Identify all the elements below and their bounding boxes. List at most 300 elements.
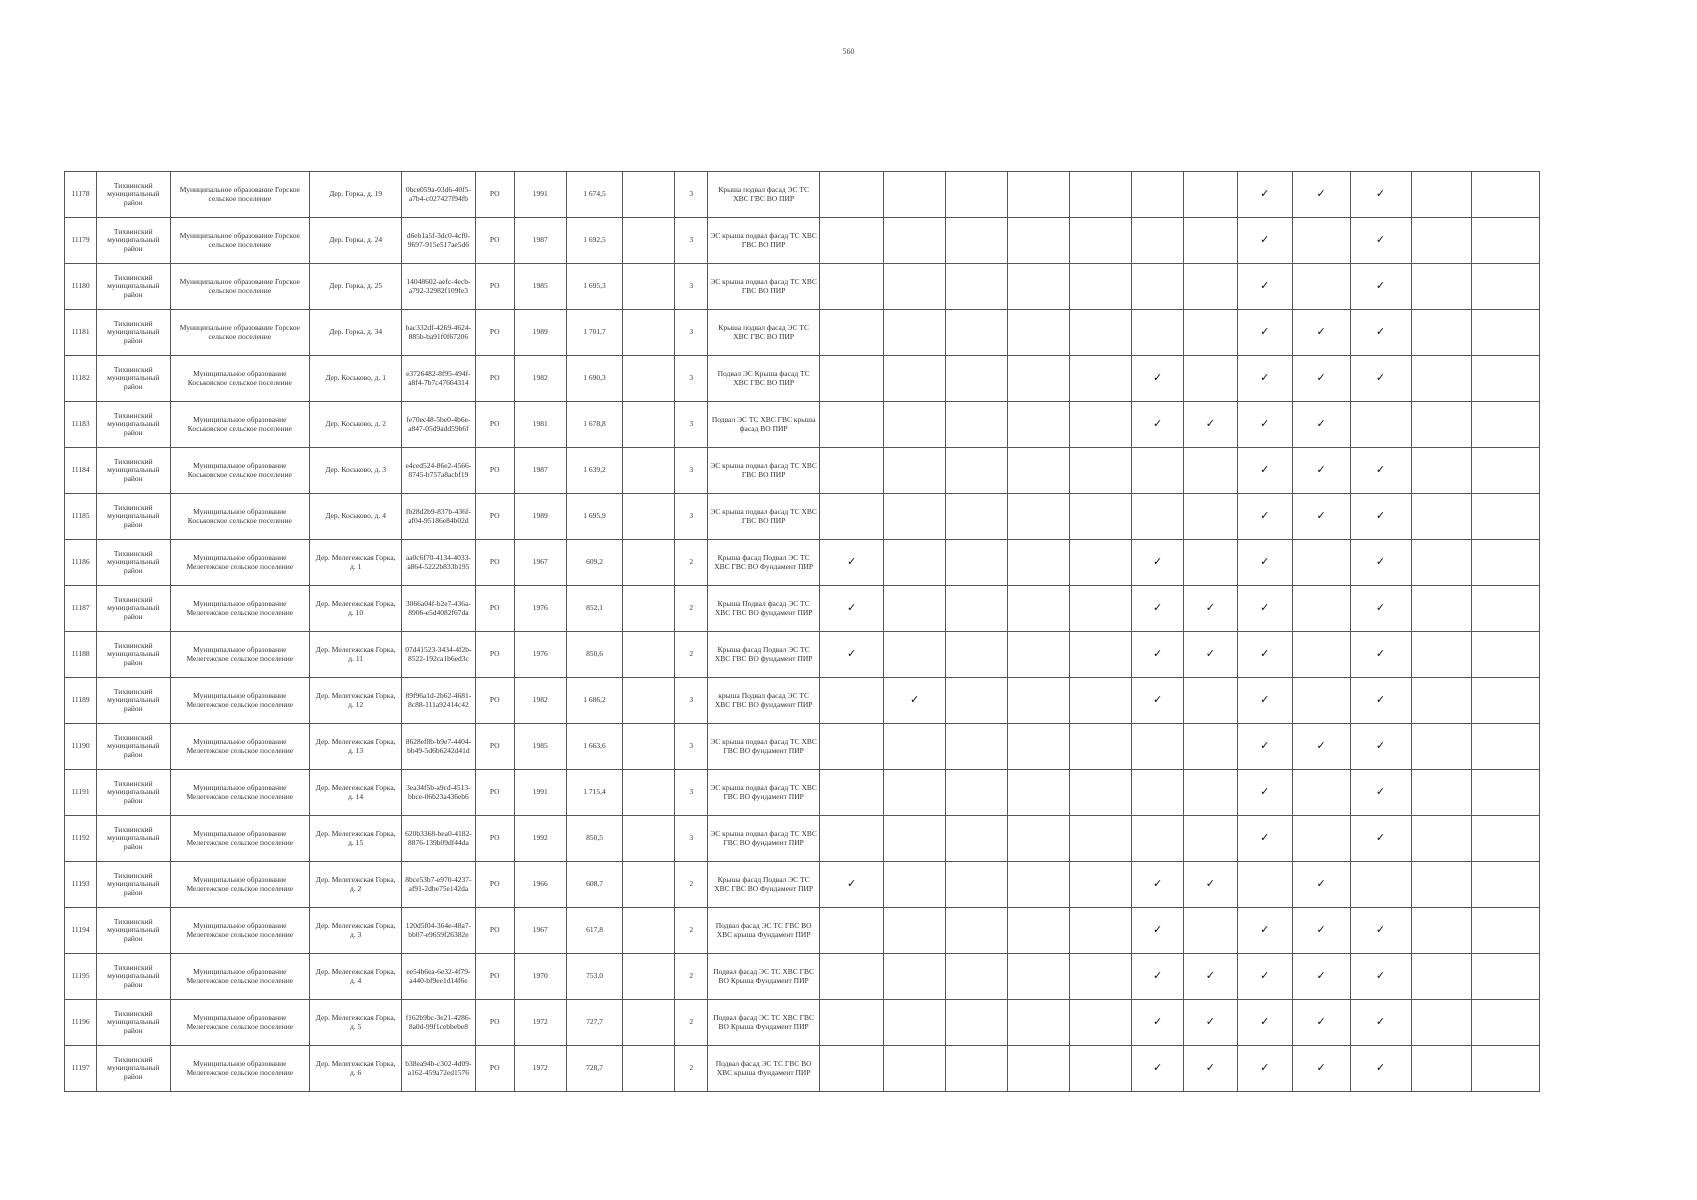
checkmark-cell bbox=[1008, 632, 1070, 678]
address-cell: Дер. Мелегежская Горка, д. 13 bbox=[310, 724, 402, 770]
floors-cell: 2 bbox=[675, 1046, 708, 1092]
checkmark-cell bbox=[1411, 632, 1471, 678]
checkmark-cell: ✓ bbox=[1350, 310, 1411, 356]
row-number: 11194 bbox=[65, 908, 97, 954]
checkmark-cell bbox=[1184, 770, 1238, 816]
table-row bbox=[65, 632, 1540, 678]
checkmark-cell bbox=[1008, 770, 1070, 816]
checkmark-cell: ✓ bbox=[1292, 448, 1350, 494]
checkmark-cell bbox=[884, 862, 946, 908]
checkmark-cell bbox=[1184, 816, 1238, 862]
checkmark-cell bbox=[1471, 494, 1539, 540]
guid-cell: 07d41523-3434-4f2b-8522-192ca1b6ed3c bbox=[402, 632, 475, 678]
checkmark-cell bbox=[1411, 218, 1471, 264]
municipality-cell: Муниципальное образование Мелегежское сельское поселение bbox=[170, 724, 310, 770]
table-row bbox=[65, 264, 1540, 310]
checkmark-cell: ✓ bbox=[1237, 1000, 1292, 1046]
checkmark-cell bbox=[1008, 218, 1070, 264]
year-built-cell: 1967 bbox=[514, 908, 566, 954]
checkmark-cell: ✓ bbox=[1350, 356, 1411, 402]
works-list-cell: ЭС крыша подвал фасад ТС ХВС ГВС ВО фундамент ПИР bbox=[708, 770, 820, 816]
checkmark-cell bbox=[1184, 908, 1238, 954]
checkmark-cell bbox=[884, 954, 946, 1000]
row-number: 11193 bbox=[65, 862, 97, 908]
floors-cell: 2 bbox=[675, 862, 708, 908]
address-cell: Дер. Горка, д. 19 bbox=[310, 172, 402, 218]
floors-cell: 3 bbox=[675, 356, 708, 402]
checkmark-cell: ✓ bbox=[1237, 908, 1292, 954]
checkmark-cell bbox=[1132, 172, 1184, 218]
address-cell: Дер. Мелегежская Горка, д. 11 bbox=[310, 632, 402, 678]
checkmark-cell: ✓ bbox=[1237, 632, 1292, 678]
empty-cell bbox=[623, 908, 675, 954]
checkmark-cell bbox=[946, 448, 1008, 494]
checkmark-cell bbox=[819, 494, 883, 540]
empty-cell bbox=[623, 402, 675, 448]
checkmark-cell bbox=[946, 1000, 1008, 1046]
checkmark-cell bbox=[946, 678, 1008, 724]
year-built-cell: 1991 bbox=[514, 770, 566, 816]
checkmark-cell: ✓ bbox=[1184, 586, 1238, 632]
fund-type-cell: РО bbox=[475, 1000, 514, 1046]
checkmark-cell: ✓ bbox=[1184, 862, 1238, 908]
floors-cell: 2 bbox=[675, 908, 708, 954]
checkmark-cell bbox=[1471, 724, 1539, 770]
year-built-cell: 1989 bbox=[514, 494, 566, 540]
floors-cell: 3 bbox=[675, 494, 708, 540]
page-number: 560 bbox=[842, 47, 855, 56]
works-list-cell: Крыша подвал фасад ЭС ТС ХВС ГВС ВО ПИР bbox=[708, 172, 820, 218]
checkmark-cell bbox=[819, 954, 883, 1000]
checkmark-cell bbox=[1070, 310, 1132, 356]
works-list-cell: ЭС крыша подвал фасад ТС ХВС ГВС ВО ПИР bbox=[708, 264, 820, 310]
checkmark-cell: ✓ bbox=[1350, 632, 1411, 678]
year-built-cell: 1987 bbox=[514, 448, 566, 494]
checkmark-cell bbox=[946, 586, 1008, 632]
checkmark-cell: ✓ bbox=[1237, 356, 1292, 402]
checkmark-cell bbox=[1008, 724, 1070, 770]
checkmark-cell bbox=[1292, 770, 1350, 816]
address-cell: Дер. Коськово, д. 4 bbox=[310, 494, 402, 540]
empty-cell bbox=[623, 310, 675, 356]
district-cell: Тихвинский муниципальный район bbox=[97, 264, 170, 310]
checkmark-cell: ✓ bbox=[1350, 816, 1411, 862]
address-cell: Дер. Мелегежская Горка, д. 15 bbox=[310, 816, 402, 862]
checkmark-cell bbox=[1292, 218, 1350, 264]
checkmark-cell: ✓ bbox=[1184, 1000, 1238, 1046]
checkmark-cell bbox=[884, 218, 946, 264]
works-list-cell: ЭС крыша подвал фасад ТС ХВС ГВС ВО ПИР bbox=[708, 448, 820, 494]
table-row bbox=[65, 724, 1540, 770]
checkmark-cell: ✓ bbox=[1237, 678, 1292, 724]
guid-cell: e3726482-8f95-494f-a8f4-7b7c47664314 bbox=[402, 356, 475, 402]
checkmark-cell bbox=[1411, 356, 1471, 402]
floors-cell: 3 bbox=[675, 448, 708, 494]
table-row bbox=[65, 172, 1540, 218]
municipality-cell: Муниципальное образование Мелегежское сельское поселение bbox=[170, 1046, 310, 1092]
checkmark-cell bbox=[946, 724, 1008, 770]
checkmark-cell bbox=[1411, 310, 1471, 356]
address-cell: Дер. Мелегежская Горка, д. 2 bbox=[310, 862, 402, 908]
address-cell: Дер. Горка, д. 25 bbox=[310, 264, 402, 310]
checkmark-cell: ✓ bbox=[1292, 356, 1350, 402]
floors-cell: 3 bbox=[675, 816, 708, 862]
checkmark-cell bbox=[1132, 218, 1184, 264]
fund-type-cell: РО bbox=[475, 264, 514, 310]
checkmark-cell bbox=[1350, 402, 1411, 448]
checkmark-cell bbox=[1184, 218, 1238, 264]
works-list-cell: крыша Подвал фасад ЭС ТС ХВС ГВС ВО фундамент ПИР bbox=[708, 678, 820, 724]
checkmark-cell bbox=[1132, 816, 1184, 862]
fund-type-cell: РО bbox=[475, 310, 514, 356]
district-cell: Тихвинский муниципальный район bbox=[97, 632, 170, 678]
checkmark-cell: ✓ bbox=[1292, 908, 1350, 954]
municipality-cell: Муниципальное образование Мелегежское сельское поселение bbox=[170, 954, 310, 1000]
checkmark-cell bbox=[1008, 862, 1070, 908]
table-row bbox=[65, 356, 1540, 402]
checkmark-cell bbox=[1411, 954, 1471, 1000]
checkmark-cell: ✓ bbox=[1292, 172, 1350, 218]
checkmark-cell bbox=[819, 172, 883, 218]
checkmark-cell bbox=[1411, 678, 1471, 724]
fund-type-cell: РО bbox=[475, 540, 514, 586]
works-list-cell: ЭС крыша подвал фасад ТС ХВС ГВС ВО фундамент ПИР bbox=[708, 724, 820, 770]
checkmark-cell bbox=[1070, 218, 1132, 264]
checkmark-cell bbox=[884, 448, 946, 494]
checkmark-cell bbox=[946, 402, 1008, 448]
area-cell: 728,7 bbox=[566, 1046, 623, 1092]
district-cell: Тихвинский муниципальный район bbox=[97, 724, 170, 770]
row-number: 11188 bbox=[65, 632, 97, 678]
checkmark-cell bbox=[819, 402, 883, 448]
table-row bbox=[65, 494, 1540, 540]
year-built-cell: 1987 bbox=[514, 218, 566, 264]
municipality-cell: Муниципальное образование Коськовское сельское поселение bbox=[170, 494, 310, 540]
works-list-cell: Крыша фасад Подвал ЭС ТС ХВС ГВС ВО Фундамент ПИР bbox=[708, 862, 820, 908]
checkmark-cell bbox=[884, 816, 946, 862]
works-list-cell: ЭС крыша подвал фасад ТС ХВС ГВС ВО ПИР bbox=[708, 494, 820, 540]
checkmark-cell: ✓ bbox=[819, 862, 883, 908]
checkmark-cell bbox=[1070, 586, 1132, 632]
checkmark-cell: ✓ bbox=[1350, 770, 1411, 816]
row-number: 11180 bbox=[65, 264, 97, 310]
year-built-cell: 1976 bbox=[514, 632, 566, 678]
checkmark-cell bbox=[1471, 954, 1539, 1000]
year-built-cell: 1982 bbox=[514, 678, 566, 724]
checkmark-cell bbox=[1471, 770, 1539, 816]
area-cell: 852,1 bbox=[566, 586, 623, 632]
empty-cell bbox=[623, 632, 675, 678]
floors-cell: 3 bbox=[675, 172, 708, 218]
area-cell: 1 690,3 bbox=[566, 356, 623, 402]
fund-type-cell: РО bbox=[475, 356, 514, 402]
checkmark-cell bbox=[946, 172, 1008, 218]
checkmark-cell bbox=[946, 310, 1008, 356]
empty-cell bbox=[623, 494, 675, 540]
empty-cell bbox=[623, 264, 675, 310]
checkmark-cell bbox=[1411, 172, 1471, 218]
empty-cell bbox=[623, 816, 675, 862]
table-row bbox=[65, 1000, 1540, 1046]
checkmark-cell: ✓ bbox=[1350, 1046, 1411, 1092]
checkmark-cell bbox=[1471, 862, 1539, 908]
area-cell: 850,6 bbox=[566, 632, 623, 678]
checkmark-cell bbox=[1070, 172, 1132, 218]
district-cell: Тихвинский муниципальный район bbox=[97, 1046, 170, 1092]
district-cell: Тихвинский муниципальный район bbox=[97, 770, 170, 816]
address-cell: Дер. Коськово, д. 3 bbox=[310, 448, 402, 494]
area-cell: 1 715,4 bbox=[566, 770, 623, 816]
checkmark-cell bbox=[1411, 908, 1471, 954]
row-number: 11192 bbox=[65, 816, 97, 862]
works-list-cell: Крыша Подвал фасад ЭС ТС ХВС ГВС ВО фундамент ПИР bbox=[708, 586, 820, 632]
checkmark-cell: ✓ bbox=[1292, 862, 1350, 908]
works-list-cell: Подвал ЭС Крыша фасад ТС ХВС ГВС ВО ПИР bbox=[708, 356, 820, 402]
checkmark-cell bbox=[1008, 1000, 1070, 1046]
checkmark-cell bbox=[1471, 678, 1539, 724]
checkmark-cell bbox=[1471, 218, 1539, 264]
checkmark-cell bbox=[819, 448, 883, 494]
address-cell: Дер. Мелегежская Горка, д. 12 bbox=[310, 678, 402, 724]
municipality-cell: Муниципальное образование Горское сельское поселение bbox=[170, 172, 310, 218]
fund-type-cell: РО bbox=[475, 218, 514, 264]
checkmark-cell: ✓ bbox=[1237, 1046, 1292, 1092]
checkmark-cell: ✓ bbox=[1132, 356, 1184, 402]
area-cell: 1 692,5 bbox=[566, 218, 623, 264]
checkmark-cell bbox=[1132, 310, 1184, 356]
checkmark-cell: ✓ bbox=[1292, 724, 1350, 770]
checkmark-cell: ✓ bbox=[1132, 862, 1184, 908]
year-built-cell: 1982 bbox=[514, 356, 566, 402]
floors-cell: 2 bbox=[675, 954, 708, 1000]
checkmark-cell bbox=[1070, 724, 1132, 770]
checkmark-cell bbox=[1237, 862, 1292, 908]
checkmark-cell bbox=[1471, 172, 1539, 218]
checkmark-cell bbox=[1411, 494, 1471, 540]
address-cell: Дер. Мелегежская Горка, д. 4 bbox=[310, 954, 402, 1000]
empty-cell bbox=[623, 678, 675, 724]
fund-type-cell: РО bbox=[475, 954, 514, 1000]
guid-cell: 8bce53b7-e970-4237-af91-2dbe75e142da bbox=[402, 862, 475, 908]
table-row bbox=[65, 954, 1540, 1000]
checkmark-cell bbox=[819, 1000, 883, 1046]
checkmark-cell bbox=[819, 1046, 883, 1092]
address-cell: Дер. Мелегежская Горка, д. 14 bbox=[310, 770, 402, 816]
area-cell: 1 695,3 bbox=[566, 264, 623, 310]
row-number: 11190 bbox=[65, 724, 97, 770]
row-number: 11195 bbox=[65, 954, 97, 1000]
checkmark-cell bbox=[1184, 540, 1238, 586]
checkmark-cell bbox=[1008, 586, 1070, 632]
checkmark-cell bbox=[1292, 816, 1350, 862]
row-number: 11182 bbox=[65, 356, 97, 402]
checkmark-cell bbox=[1471, 1046, 1539, 1092]
floors-cell: 2 bbox=[675, 1000, 708, 1046]
checkmark-cell bbox=[1070, 540, 1132, 586]
checkmark-cell: ✓ bbox=[1350, 540, 1411, 586]
checkmark-cell bbox=[1184, 494, 1238, 540]
year-built-cell: 1989 bbox=[514, 310, 566, 356]
checkmark-cell bbox=[1411, 1046, 1471, 1092]
district-cell: Тихвинский муниципальный район bbox=[97, 1000, 170, 1046]
guid-cell: bac332df-4269-4624-885b-ba91f0f67206 bbox=[402, 310, 475, 356]
checkmark-cell bbox=[1008, 540, 1070, 586]
table-row bbox=[65, 862, 1540, 908]
table-row bbox=[65, 770, 1540, 816]
checkmark-cell bbox=[1184, 310, 1238, 356]
checkmark-cell bbox=[1184, 678, 1238, 724]
checkmark-cell bbox=[1070, 908, 1132, 954]
guid-cell: f162b9bc-3e21-4286-8a0d-99f1cebbebe8 bbox=[402, 1000, 475, 1046]
area-cell: 850,5 bbox=[566, 816, 623, 862]
checkmark-cell bbox=[819, 770, 883, 816]
row-number: 11185 bbox=[65, 494, 97, 540]
empty-cell bbox=[623, 1046, 675, 1092]
empty-cell bbox=[623, 770, 675, 816]
checkmark-cell: ✓ bbox=[1237, 172, 1292, 218]
fund-type-cell: РО bbox=[475, 402, 514, 448]
row-number: 11191 bbox=[65, 770, 97, 816]
checkmark-cell bbox=[946, 632, 1008, 678]
municipality-cell: Муниципальное образование Коськовское сельское поселение bbox=[170, 402, 310, 448]
address-cell: Дер. Горка, д. 34 bbox=[310, 310, 402, 356]
district-cell: Тихвинский муниципальный район bbox=[97, 540, 170, 586]
checkmark-cell: ✓ bbox=[1237, 448, 1292, 494]
floors-cell: 3 bbox=[675, 678, 708, 724]
municipality-cell: Муниципальное образование Мелегежское сельское поселение bbox=[170, 816, 310, 862]
checkmark-cell bbox=[1070, 632, 1132, 678]
table-row bbox=[65, 678, 1540, 724]
checkmark-cell bbox=[1292, 264, 1350, 310]
checkmark-cell bbox=[1070, 402, 1132, 448]
district-cell: Тихвинский муниципальный район bbox=[97, 816, 170, 862]
works-list-cell: Крыша фасад Подвал ЭС ТС ХВС ГВС ВО Фундамент ПИР bbox=[708, 540, 820, 586]
fund-type-cell: РО bbox=[475, 770, 514, 816]
checkmark-cell bbox=[946, 218, 1008, 264]
row-number: 11178 bbox=[65, 172, 97, 218]
checkmark-cell bbox=[1070, 816, 1132, 862]
checkmark-cell bbox=[1008, 172, 1070, 218]
checkmark-cell bbox=[1471, 816, 1539, 862]
year-built-cell: 1966 bbox=[514, 862, 566, 908]
checkmark-cell: ✓ bbox=[1350, 954, 1411, 1000]
checkmark-cell bbox=[884, 540, 946, 586]
guid-cell: 620b3368-bea0-4182-8876-139b09df44da bbox=[402, 816, 475, 862]
address-cell: Дер. Горка, д. 24 bbox=[310, 218, 402, 264]
checkmark-cell bbox=[1184, 264, 1238, 310]
area-cell: 617,8 bbox=[566, 908, 623, 954]
checkmark-cell: ✓ bbox=[1132, 586, 1184, 632]
checkmark-cell: ✓ bbox=[1350, 586, 1411, 632]
checkmark-cell bbox=[1411, 264, 1471, 310]
checkmark-cell bbox=[884, 770, 946, 816]
table-row bbox=[65, 816, 1540, 862]
district-cell: Тихвинский муниципальный район bbox=[97, 172, 170, 218]
district-cell: Тихвинский муниципальный район bbox=[97, 862, 170, 908]
empty-cell bbox=[623, 724, 675, 770]
year-built-cell: 1972 bbox=[514, 1000, 566, 1046]
empty-cell bbox=[623, 954, 675, 1000]
checkmark-cell: ✓ bbox=[1350, 908, 1411, 954]
floors-cell: 2 bbox=[675, 632, 708, 678]
fund-type-cell: РО bbox=[475, 908, 514, 954]
checkmark-cell bbox=[1411, 724, 1471, 770]
address-cell: Дер. Мелегежская Горка, д. 1 bbox=[310, 540, 402, 586]
table-row bbox=[65, 448, 1540, 494]
checkmark-cell bbox=[1184, 172, 1238, 218]
empty-cell bbox=[623, 448, 675, 494]
checkmark-cell bbox=[1184, 448, 1238, 494]
guid-cell: 3066a04f-b2e7-436a-8906-e5d4082f67da bbox=[402, 586, 475, 632]
checkmark-cell bbox=[1132, 494, 1184, 540]
checkmark-cell bbox=[1008, 356, 1070, 402]
checkmark-cell: ✓ bbox=[1292, 310, 1350, 356]
checkmark-cell bbox=[1008, 310, 1070, 356]
checkmark-cell: ✓ bbox=[819, 540, 883, 586]
checkmark-cell bbox=[1132, 724, 1184, 770]
works-list-cell: Подвал фасад ЭС ТС ХВС ГВС ВО Крыша Фундамент ПИР bbox=[708, 954, 820, 1000]
guid-cell: e4ced524-86e2-4566-8745-b757a8acbf19 bbox=[402, 448, 475, 494]
checkmark-cell bbox=[1471, 632, 1539, 678]
checkmark-cell bbox=[819, 724, 883, 770]
checkmark-cell bbox=[884, 1000, 946, 1046]
year-built-cell: 1991 bbox=[514, 172, 566, 218]
works-list-cell: Подвал фасад ЭС ТС ГВС ВО ХВС крыша Фундамент ПИР bbox=[708, 1046, 820, 1092]
checkmark-cell: ✓ bbox=[1350, 172, 1411, 218]
checkmark-cell bbox=[1184, 724, 1238, 770]
area-cell: 1 686,2 bbox=[566, 678, 623, 724]
checkmark-cell: ✓ bbox=[1292, 954, 1350, 1000]
year-built-cell: 1967 bbox=[514, 540, 566, 586]
checkmark-cell bbox=[1411, 586, 1471, 632]
checkmark-cell bbox=[1411, 770, 1471, 816]
row-number: 11197 bbox=[65, 1046, 97, 1092]
guid-cell: ee54b6ea-6e32-4f79-a440-bf9ee1d14f6e bbox=[402, 954, 475, 1000]
checkmark-cell: ✓ bbox=[1350, 1000, 1411, 1046]
row-number: 11181 bbox=[65, 310, 97, 356]
checkmark-cell bbox=[1070, 356, 1132, 402]
checkmark-cell bbox=[1008, 678, 1070, 724]
checkmark-cell: ✓ bbox=[1237, 586, 1292, 632]
municipality-cell: Муниципальное образование Горское сельское поселение bbox=[170, 218, 310, 264]
checkmark-cell: ✓ bbox=[819, 632, 883, 678]
checkmark-cell bbox=[819, 908, 883, 954]
empty-cell bbox=[623, 218, 675, 264]
guid-cell: aa0c6f70-4134-4033-a864-5222b833b195 bbox=[402, 540, 475, 586]
checkmark-cell bbox=[946, 264, 1008, 310]
checkmark-cell bbox=[946, 356, 1008, 402]
works-list-cell: Крыша подвал фасад ЭС ТС ХВС ГВС ВО ПИР bbox=[708, 310, 820, 356]
year-built-cell: 1981 bbox=[514, 402, 566, 448]
checkmark-cell bbox=[1008, 1046, 1070, 1092]
checkmark-cell bbox=[819, 218, 883, 264]
checkmark-cell: ✓ bbox=[1184, 954, 1238, 1000]
floors-cell: 2 bbox=[675, 586, 708, 632]
checkmark-cell bbox=[1471, 586, 1539, 632]
table-row bbox=[65, 1046, 1540, 1092]
housing-registry-table bbox=[64, 171, 1540, 1092]
address-cell: Дер. Мелегежская Горка, д. 3 bbox=[310, 908, 402, 954]
district-cell: Тихвинский муниципальный район bbox=[97, 310, 170, 356]
municipality-cell: Муниципальное образование Мелегежское сельское поселение bbox=[170, 1000, 310, 1046]
guid-cell: 8628ef8b-b9e7-4404-bb49-5d6b6242d41d bbox=[402, 724, 475, 770]
checkmark-cell bbox=[946, 908, 1008, 954]
checkmark-cell bbox=[819, 356, 883, 402]
checkmark-cell bbox=[1292, 678, 1350, 724]
district-cell: Тихвинский муниципальный район bbox=[97, 678, 170, 724]
checkmark-cell bbox=[1008, 264, 1070, 310]
checkmark-cell bbox=[946, 770, 1008, 816]
